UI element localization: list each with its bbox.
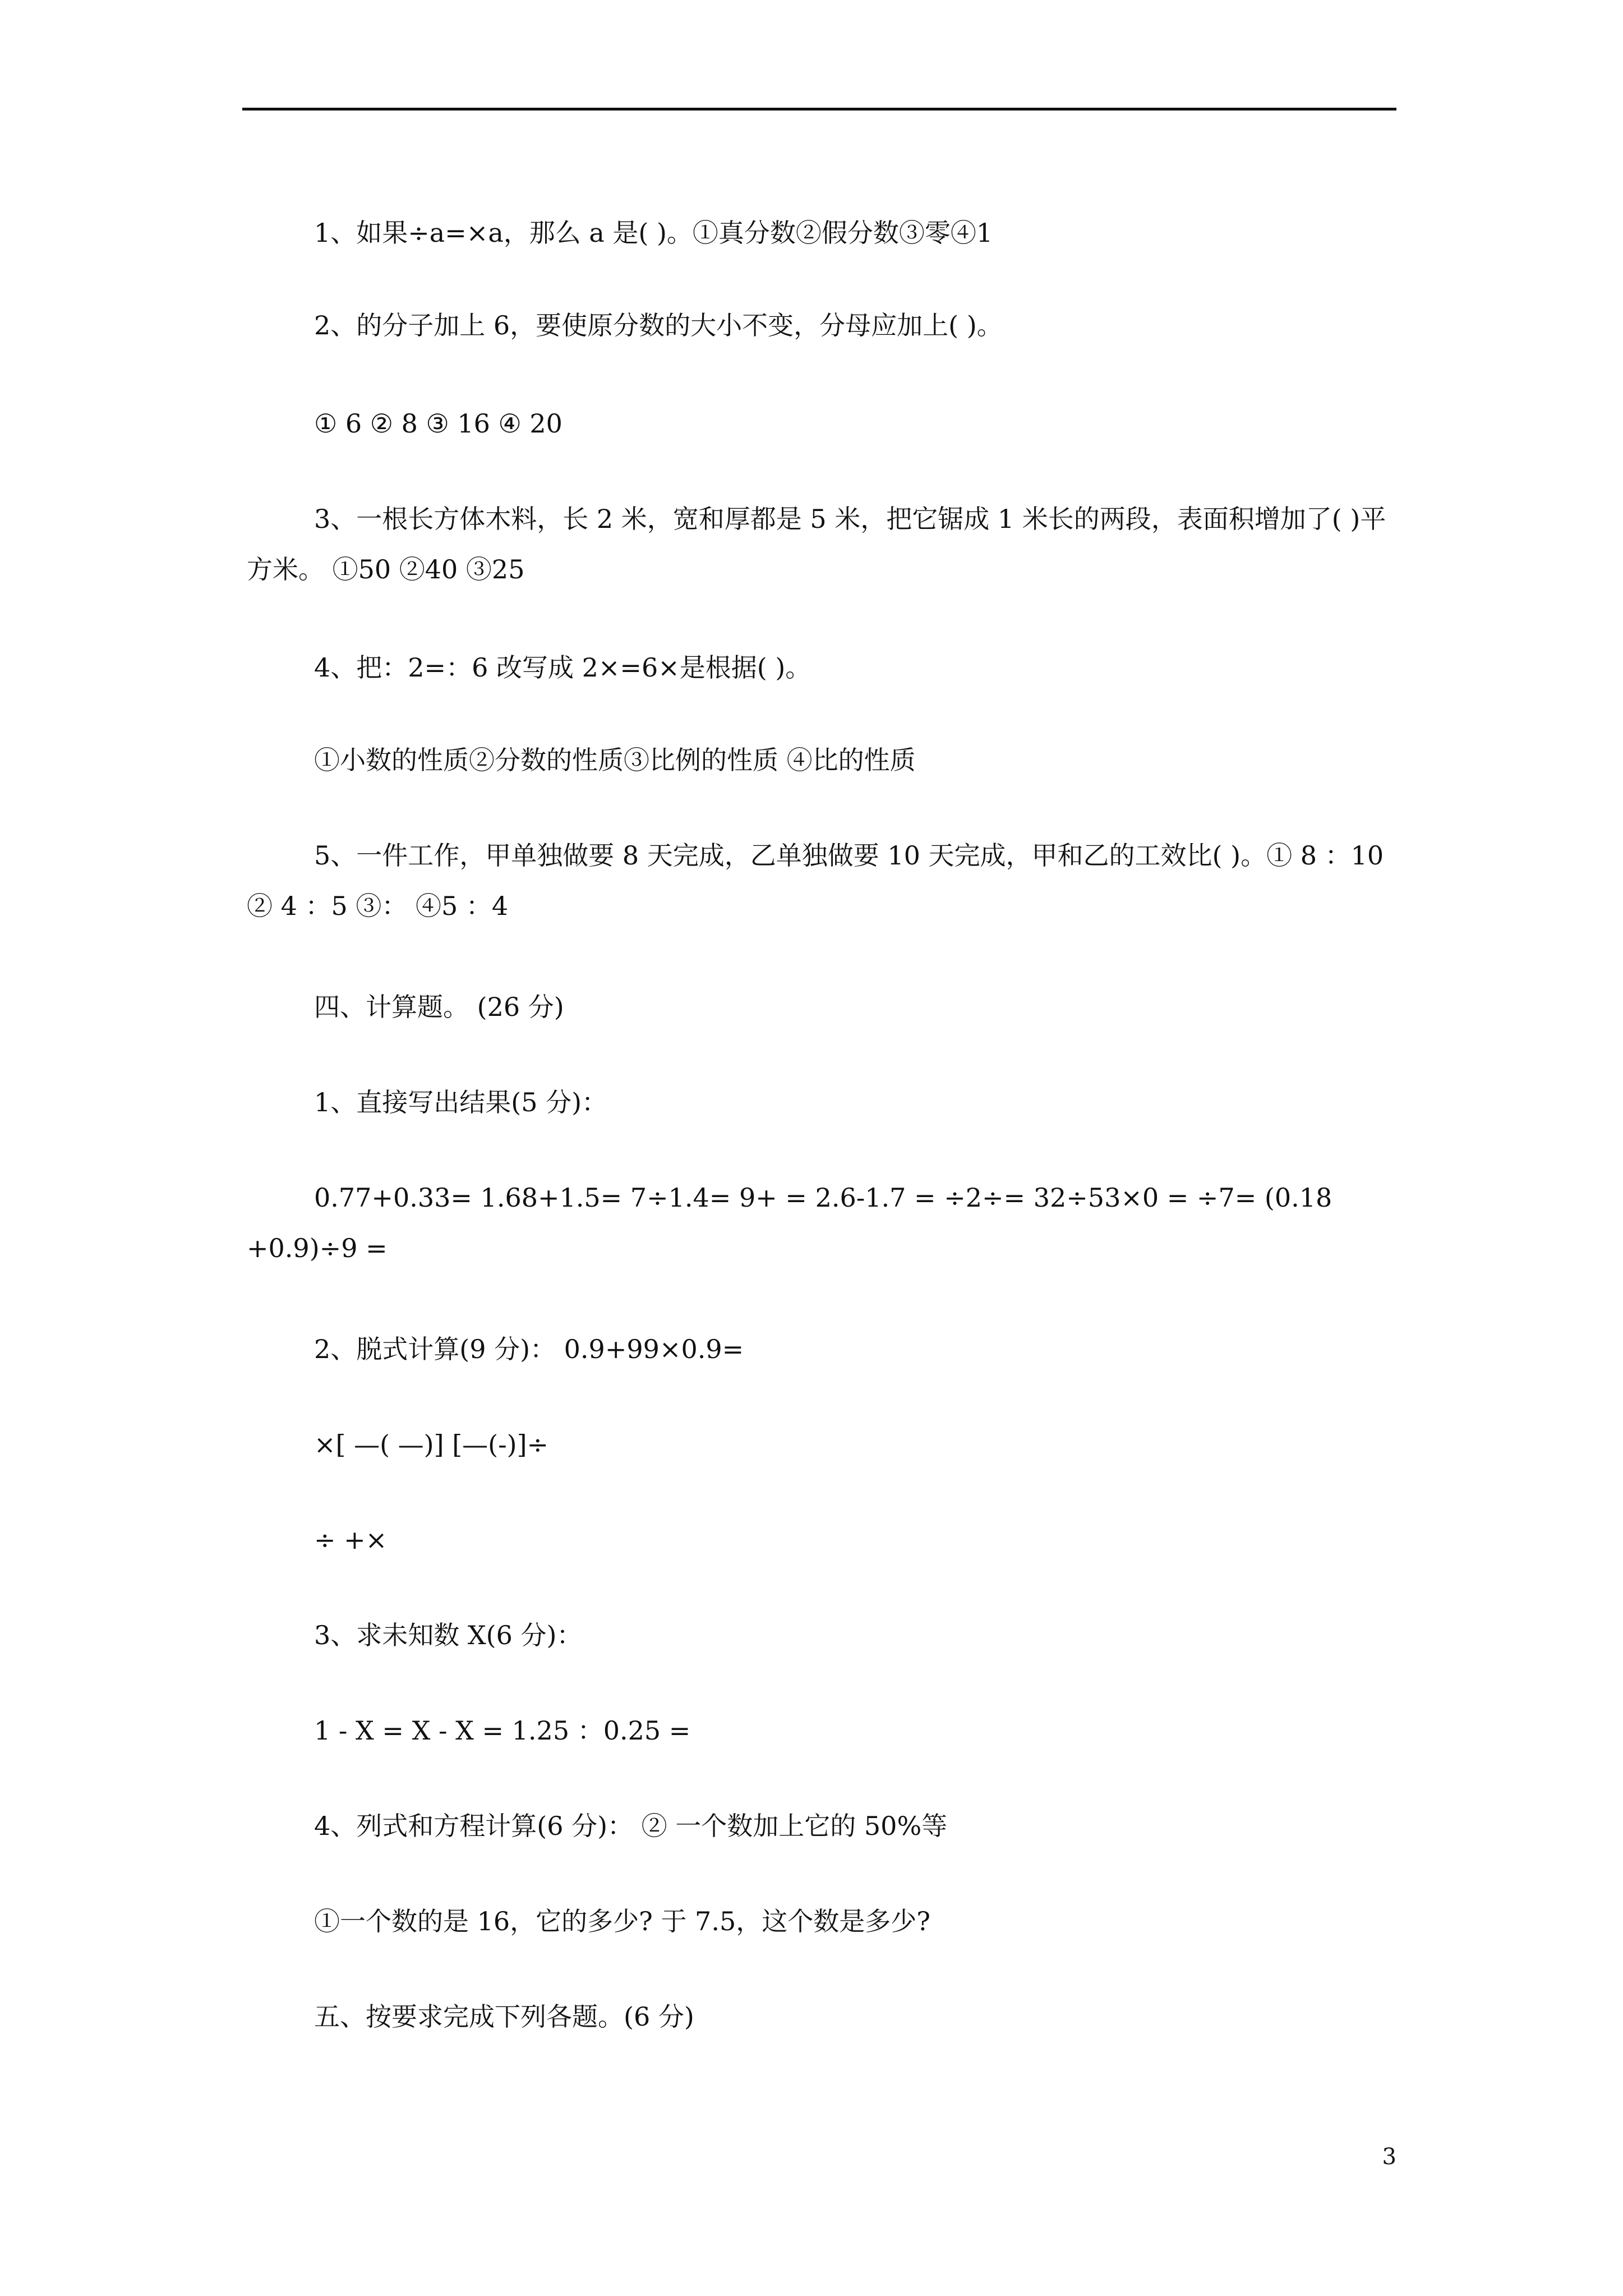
question-choice-5: 5、一件工作，甲单独做要 8 天完成，乙单独做要 10 天完成，甲和乙的工效比( )。① 8 ：10 ② 4 ：5 ③： ④5 ：4	[247, 840, 1384, 921]
section-heading-tasks: 五、按要求完成下列各题。(6 分)	[314, 2001, 694, 2032]
question-choice-3: 3、一根长方体木料，长 2 米，宽和厚都是 5 米，把它锯成 1 米长的两段，表面积增加了( )平方米。 ①50 ②40 ③25	[247, 504, 1386, 585]
question-choice-2-options: ① 6 ② 8 ③ 16 ④ 20	[314, 408, 562, 439]
question-calc-4-items: ①一个数的是 16，它的多少? 于 7.5，这个数是多少?	[314, 1906, 930, 1936]
section-heading-calculation: 四、计算题。 (26 分)	[314, 992, 564, 1022]
question-choice-2: 2、的分子加上 6，要使原分数的大小不变，分母应加上( )。	[314, 310, 1003, 341]
question-calc-4: 4、列式和方程计算(6 分)： ② 一个数加上它的 50%等	[314, 1811, 948, 1841]
header-rule	[242, 108, 1396, 111]
page-number: 3	[1382, 2144, 1396, 2170]
question-calc-3-items: 1 - X = X - X = 1.25 ：0.25 =	[314, 1715, 691, 1746]
question-calc-2: 2、脱式计算(9 分)： 0.9+99×0.9=	[314, 1334, 744, 1364]
question-choice-4: 4、把：2=：6 改写成 2×=6×是根据( )。	[314, 652, 811, 683]
question-calc-3: 3、求未知数 X(6 分)：	[314, 1620, 583, 1650]
question-calc-1-items: 0.77+0.33= 1.68+1.5= 7÷1.4= 9+ = 2.6-1.7 = ÷2÷= 32÷53×0 = ÷7= (0.18 +0.9)÷9 =	[247, 1182, 1332, 1263]
question-choice-1: 1、如果÷a=×a，那么 a 是( )。①真分数②假分数③零④1	[314, 218, 993, 248]
question-calc-2-expr-b: ÷ +×	[314, 1525, 388, 1555]
question-calc-1: 1、直接写出结果(5 分)：	[314, 1087, 608, 1117]
question-calc-2-expr-a: ×[ —( —)] [—(-)]÷	[314, 1429, 549, 1460]
question-choice-4-options: ①小数的性质②分数的性质③比例的性质 ④比的性质	[314, 745, 916, 775]
